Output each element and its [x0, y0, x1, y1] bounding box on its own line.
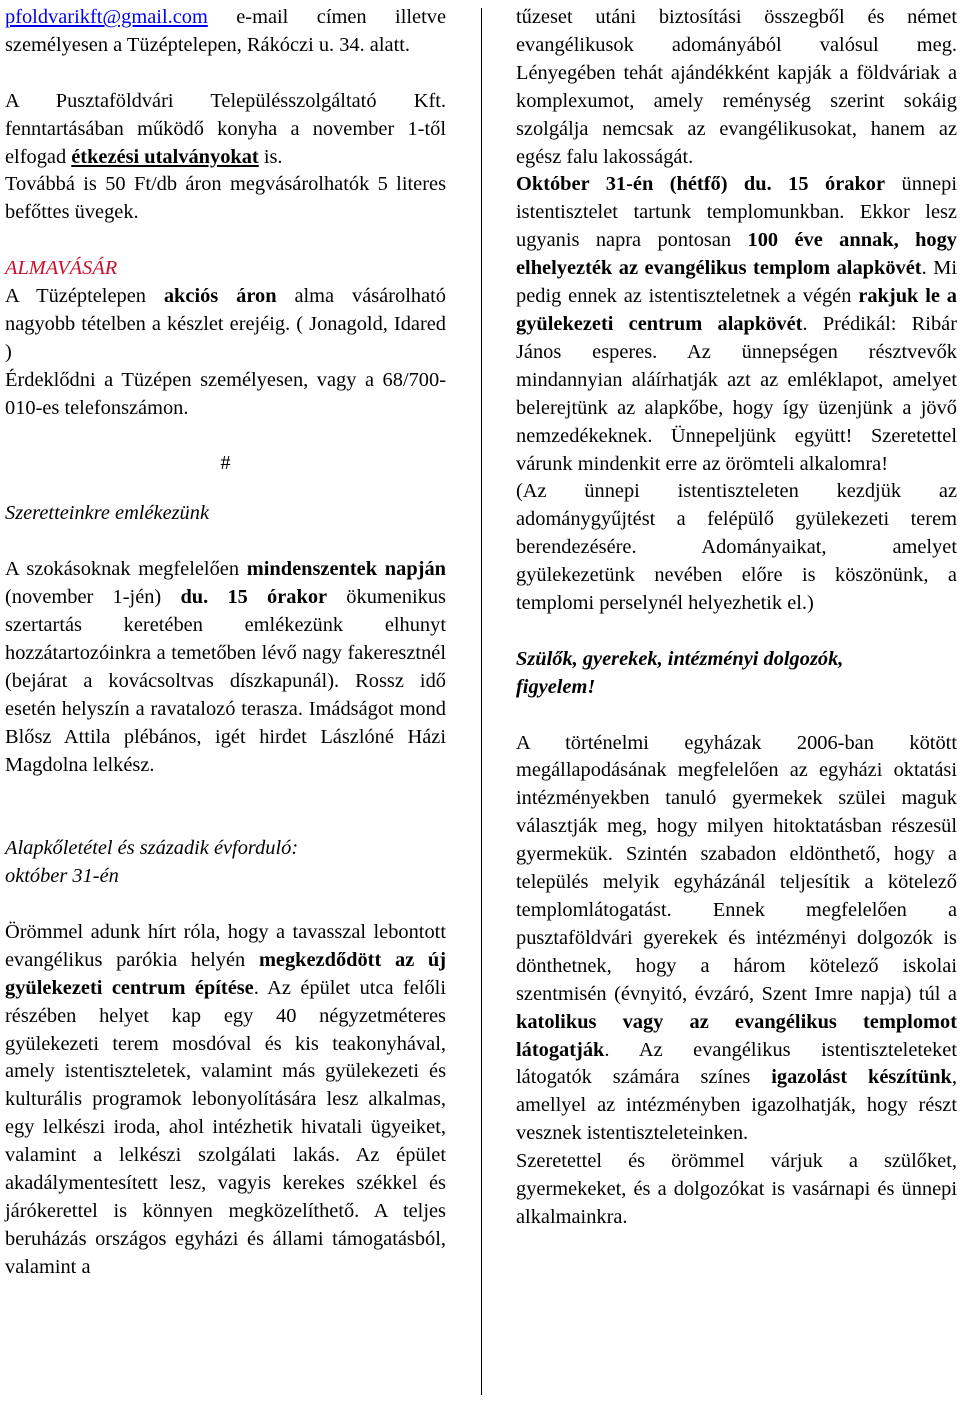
- email-link[interactable]: pfoldvarikft@gmail.com: [5, 6, 208, 28]
- section-separator: #: [220, 452, 231, 475]
- memorial-paragraph: [5, 556, 446, 779]
- apple-text-a: A Tüzéptelepen: [5, 285, 164, 308]
- construction-start-text: megkezdődött az új gyülekezeti centrum építése: [5, 948, 446, 999]
- anniversary-text-d: . Mi pedig ennek az istentiszteletnek a végén: [516, 257, 958, 308]
- kitchen-text-c: is.: [258, 145, 283, 168]
- left-column: [5, 4, 446, 1282]
- certificate-text: igazolást készítünk: [771, 1066, 952, 1089]
- kitchen-paragraph: [5, 88, 446, 172]
- education-text-c: . Az evangélikus istentiszteleteket látogatók számára színes: [516, 1038, 957, 1089]
- apple-sale-paragraph: [5, 283, 446, 367]
- foundation-text-c: . Az épület utca felőli részében helyet kap egy 40 négyzetméteres gyülekezeti terem mosdóval és kis teakonyhával, amely istentiszteletek, valamint más gyülekezeti és kulturális programok lebonyolítására lesz alkalmas, egy lelkészi iroda, ahol intézhetik hivatali ügyeiket, valamint a lelkészi szolgálati lakás. Az épület akadálymentesített lesz, vagyis kerekes székkel és járókerettel is könnyen megközelíthető. A teljes beruházás országos egyházi és állami támogatásból, valamint a: [5, 976, 446, 1278]
- religious-education-paragraph: [516, 730, 957, 1149]
- foundation-title-line1: Alapkőletétel és századik évforduló:: [5, 837, 299, 860]
- hundred-years-text: 100 éve annak, hogy elhelyezték az evangélikus templom alapkövét: [516, 229, 957, 280]
- kitchen-text-a: A Pusztaföldvári Településszolgáltató Kft. fenntartásában működő konyha a november 1-től elfogad: [5, 89, 446, 168]
- funding-paragraph: tűzeset utáni biztosítási összegből és német evangélikusok adományából valósul meg. Lényegében tehát ajándékként kapják a földváriak a komplexumot, amely reménység szerint sokáig szolgálja nemcsak az evangélikusokat, hanem az egész falu lakosságát.: [516, 6, 957, 168]
- contact-paragraph: [5, 4, 446, 60]
- all-saints-text: mindenszentek napján: [246, 558, 446, 581]
- meal-voucher-text: étkezési utalványokat: [71, 145, 259, 168]
- education-text-a: A történelmi egyházak 2006-ban kötött megállapodásának megfelelően az egyházi oktatási intézményekben tanuló gyermekek szülei maguk választják meg, hogy milyen hitoktatásban részesül gyermekük. Szintén szabadon eldönthető, hogy a település melyik egyházánál teljesítik a kötelező templomlátogatást. Ennek megfelelően a pusztaföldvári gyerekek és intézményi dolgozók is dönthetnek, hogy a három kötelező iskolai szentmisén (évnyitó, évzáró, Szent Imre napja) túl a: [516, 731, 957, 1005]
- apple-discount-text: akciós áron: [163, 285, 277, 308]
- apple-sale-title: ALMAVÁSÁR: [5, 257, 118, 280]
- anniversary-text-b: ünnepi istentisztelet tartunk templomunkban. Ekkor lesz ugyanis napra pontosan: [516, 173, 957, 252]
- anniversary-text-f: . Prédikál: Ribár János esperes. Az ünnepségen résztvevők mindannyian aláírhatják azt az emléklapot, amelyet belerejtünk az alapkőbe, hogy így üzenjünk a jövő nemzedékeknek. Ünnepeljünk együtt! Szeretettel várunk mindenkit erre az örömteli alkalomra!: [516, 312, 957, 475]
- foundation-text-a: Örömmel adunk hírt róla, hogy a tavasszal lebontott evangélikus parókia helyén: [5, 920, 446, 971]
- memorial-text-a: A szokásoknak megfelelően: [5, 558, 247, 581]
- invitation-paragraph: Szeretettel és örömmel várjuk a szülőket, gyermekeket, és a dolgozókat is vasárnapi és ünnepi alkalmainkra.: [516, 1150, 957, 1228]
- right-column: [516, 4, 957, 1232]
- apple-text-c: alma vásárolható nagyobb tételben a készlet erejéig. ( Jonagold, Idared ): [5, 285, 446, 363]
- memorial-time-text: du. 15 órakor: [180, 586, 328, 609]
- parents-title-line2: figyelem!: [516, 675, 596, 698]
- church-choice-text: katolikus vagy az evangélikus templomot látogatják: [516, 1010, 957, 1061]
- education-text-e: , amellyel az intézményben igazolhatják, hogy részt vesznek istentiszteleteinken.: [516, 1066, 957, 1145]
- apple-contact-paragraph: Érdeklődni a Tüzépen személyesen, vagy a 68/700-010-es telefonszámon.: [5, 368, 446, 419]
- column-divider: [481, 8, 482, 1395]
- memorial-date-text: (november 1-jén): [5, 586, 181, 609]
- foundation-paragraph: [5, 919, 446, 1282]
- service-date-text: Október 31-én (hétfő) du. 15 órakor: [516, 173, 886, 196]
- memorial-title: Szeretteinkre emlékezünk: [5, 502, 209, 525]
- contact-text: e-mail címen illetve személyesen a Tüzéptelepen, Rákóczi u. 34. alatt.: [5, 6, 446, 56]
- donation-paragraph: (Az ünnepi istentiszteleten kezdjük az adománygyűjtést a felépülő gyülekezeti terem berendezésére. Adományaikat, amelyet gyülekezetünk nevében előre is köszönünk, a templomi perselynél helyezhetik el.): [516, 480, 957, 615]
- memorial-text-e: ökumenikus szertartás keretében emlékezünk elhunyt hozzátartozóinkra a temetőben lévő nagy fakeresztnél (bejárat a kovácsoltvas díszkapunál). Rossz idő esetén helyszín a ravatalozó terasza. Imádságot mond Blősz Attila plébános, igét hirdet Lászlóné Házi Magdolna lelkész.: [5, 586, 446, 776]
- anniversary-paragraph: [516, 171, 957, 478]
- parents-title-line1: Szülők, gyerekek, intézményi dolgozók,: [516, 647, 844, 670]
- cornerstone-text: rakjuk le a gyülekezeti centrum alapkövét: [516, 285, 957, 335]
- foundation-title-line2: október 31-én: [5, 865, 119, 888]
- jars-paragraph: Továbbá is 50 Ft/db áron megvásárolhatók 5 literes befőttes üvegek.: [5, 173, 446, 224]
